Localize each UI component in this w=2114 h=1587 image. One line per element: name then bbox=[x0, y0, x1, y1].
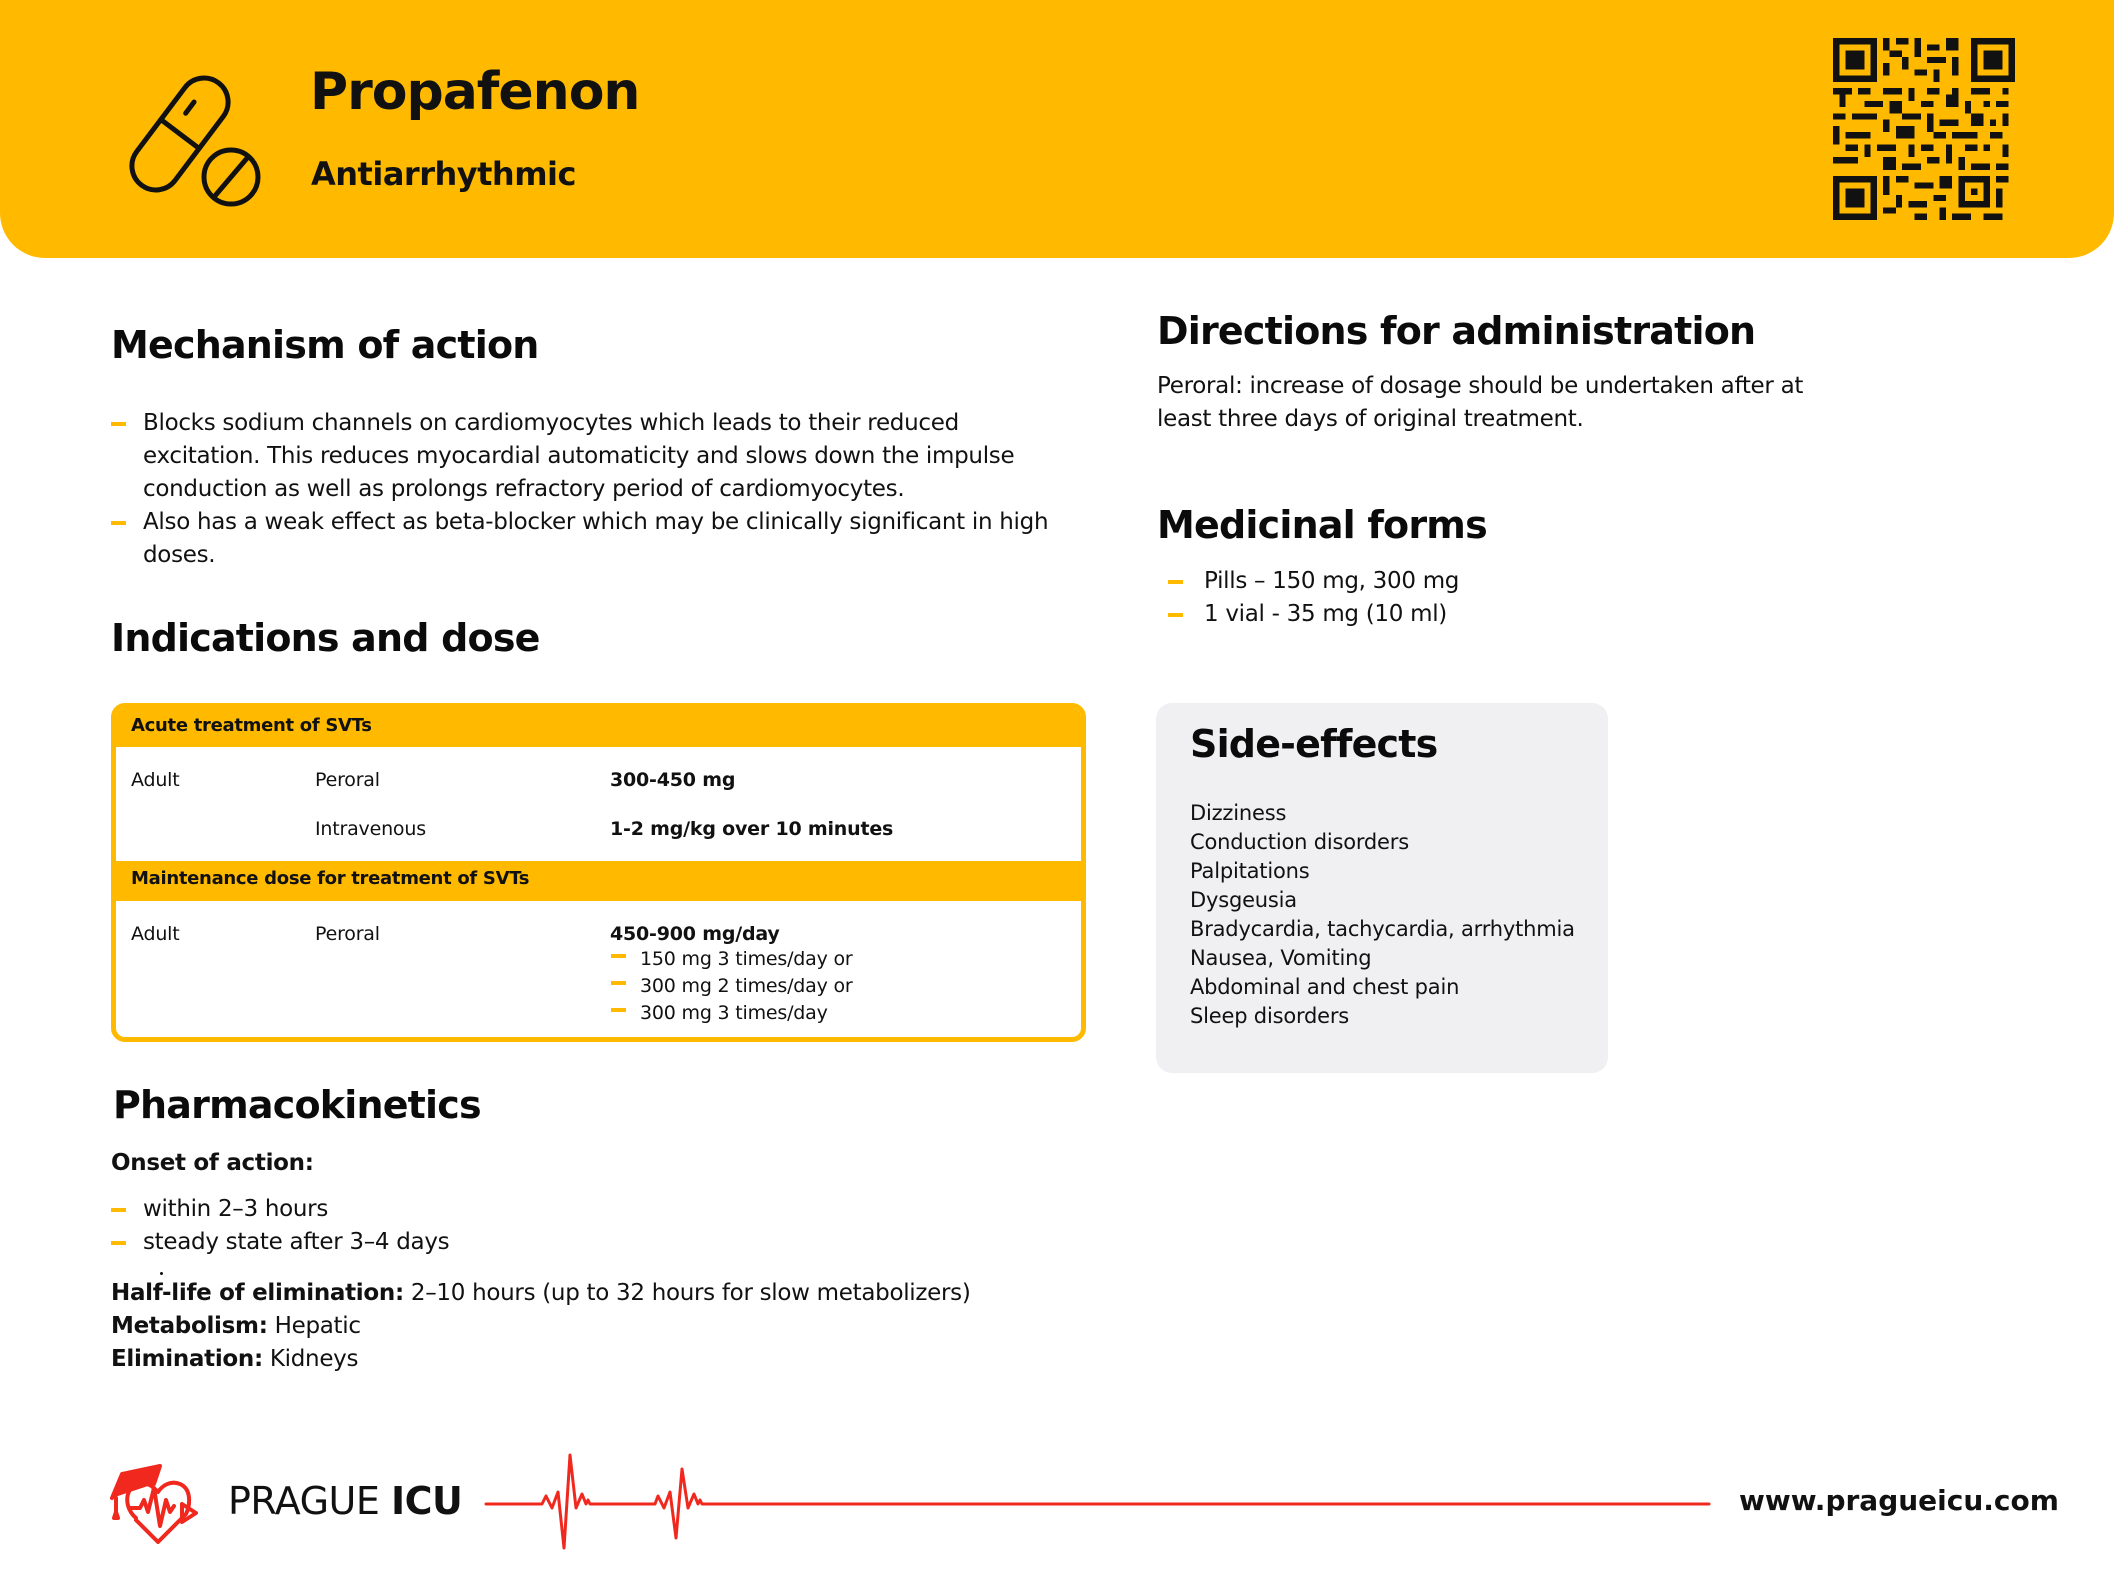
list-item: Pills – 150 mg, 300 mg bbox=[1168, 565, 1768, 598]
list-item: Conduction disorders bbox=[1190, 830, 1409, 854]
list-item: 150 mg 3 times/day or bbox=[611, 946, 853, 973]
pill-icon bbox=[118, 72, 264, 210]
patient-group: Adult bbox=[131, 923, 180, 945]
section-title-pharmacokinetics: Pharmacokinetics bbox=[113, 1083, 481, 1127]
list-item: Palpitations bbox=[1190, 859, 1310, 883]
brand-prague: PRAGUE bbox=[228, 1479, 380, 1523]
section-title-mechanism: Mechanism of action bbox=[111, 323, 539, 367]
forms-list bbox=[1168, 565, 1768, 631]
heart-ecg-graduation-cap-icon bbox=[110, 1462, 212, 1544]
section-title-indications: Indications and dose bbox=[111, 616, 540, 660]
route: Peroral bbox=[315, 769, 380, 791]
qr-code-icon[interactable] bbox=[1833, 38, 2015, 220]
list-item: Abdominal and chest pain bbox=[1190, 975, 1460, 999]
list-item: 300 mg 2 times/day or bbox=[611, 973, 853, 1000]
header-banner bbox=[0, 0, 2114, 258]
pk-details bbox=[111, 1277, 1111, 1376]
route: Intravenous bbox=[315, 818, 426, 840]
dose-section-heading: Maintenance dose for treatment of SVTs bbox=[116, 861, 1081, 901]
side-effects-list bbox=[1190, 799, 1575, 1031]
section-title-side-effects: Side-effects bbox=[1190, 722, 1438, 766]
list-item: within 2–3 hours bbox=[111, 1193, 811, 1226]
list-item: Also has a weak effect as beta-blocker which may be clinically significant in high doses. bbox=[111, 506, 1071, 572]
list-item: Sleep disorders bbox=[1190, 1004, 1350, 1028]
stray-dot bbox=[160, 1272, 163, 1275]
half-life-value: 2–10 hours (up to 32 hours for slow metabolizers) bbox=[403, 1280, 971, 1306]
drug-title: Propafenon bbox=[310, 62, 640, 122]
onset-label: Onset of action: bbox=[111, 1150, 314, 1176]
metabolism-label: Metabolism: bbox=[111, 1313, 268, 1339]
route: Peroral bbox=[315, 923, 380, 945]
list-item: steady state after 3–4 days bbox=[111, 1226, 811, 1259]
dose-section-heading: Acute treatment of SVTs bbox=[116, 708, 1081, 747]
elimination-value: Kidneys bbox=[262, 1346, 359, 1372]
elimination-label: Elimination: bbox=[111, 1346, 263, 1372]
section-title-forms: Medicinal forms bbox=[1157, 503, 1487, 547]
brand-icu: ICU bbox=[390, 1479, 463, 1523]
list-item: Dizziness bbox=[1190, 801, 1287, 825]
dose-value: 300-450 mg bbox=[610, 769, 736, 791]
elimination-line bbox=[111, 1343, 1111, 1376]
dose-section-body bbox=[116, 747, 1081, 861]
list-item: 1 vial - 35 mg (10 ml) bbox=[1168, 598, 1768, 631]
onset-list bbox=[111, 1193, 811, 1259]
list-item: 300 mg 3 times/day bbox=[611, 1000, 853, 1027]
list-item: Nausea, Vomiting bbox=[1190, 946, 1372, 970]
mechanism-list bbox=[111, 407, 1071, 572]
side-effects-card bbox=[1156, 703, 1608, 1073]
dose-table bbox=[111, 703, 1086, 1042]
website-link[interactable]: www.pragueicu.com bbox=[1739, 1484, 2059, 1517]
section-title-directions: Directions for administration bbox=[1157, 309, 1756, 353]
footer-brand bbox=[228, 1479, 463, 1523]
dose-section-body bbox=[116, 901, 1081, 1042]
dose-value: 1-2 mg/kg over 10 minutes bbox=[610, 818, 894, 840]
metabolism-value: Hepatic bbox=[267, 1313, 361, 1339]
ecg-line-icon bbox=[480, 1450, 1715, 1554]
list-item: Dysgeusia bbox=[1190, 888, 1297, 912]
directions-text: Peroral: increase of dosage should be undertaken after at least three days of original treatment. bbox=[1157, 373, 1804, 432]
dose-value: 450-900 mg/day bbox=[610, 923, 780, 945]
half-life-label: Half-life of elimination: bbox=[111, 1280, 404, 1306]
list-item: Blocks sodium channels on cardiomyocytes which leads to their reduced excitation. This reduces myocardial automaticity and slows down the impulse conduction as well as prolongs refractory period of cardiomyocytes. bbox=[111, 407, 1071, 506]
half-life-line bbox=[111, 1277, 1111, 1310]
metabolism-line bbox=[111, 1310, 1111, 1343]
patient-group: Adult bbox=[131, 769, 180, 791]
drug-class: Antiarrhythmic bbox=[311, 155, 576, 193]
dose-options-list bbox=[611, 946, 853, 1027]
list-item: Bradycardia, tachycardia, arrhythmia bbox=[1190, 917, 1575, 941]
